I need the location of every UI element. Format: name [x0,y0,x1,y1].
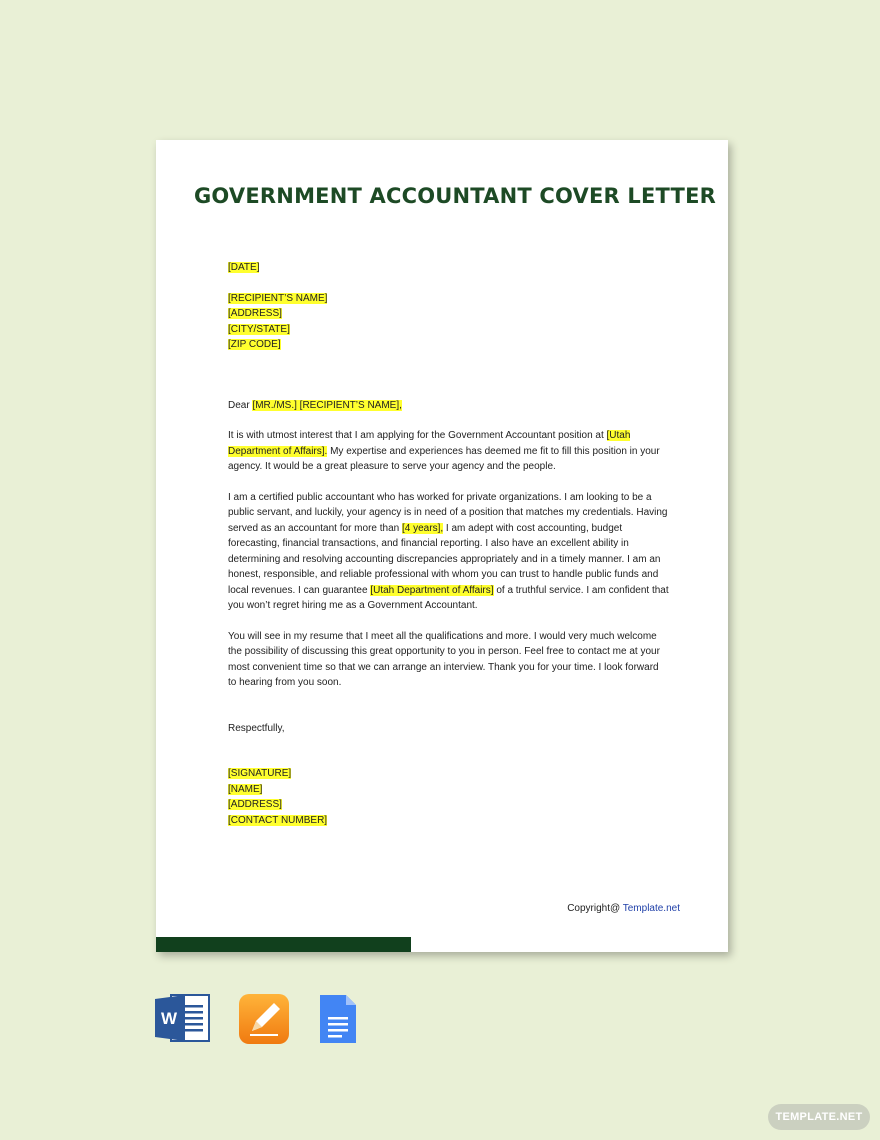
signature-contact: [CONTACT NUMBER] [228,814,328,826]
p3-line-3: most convenient time so that we can arrange an interview. Thank you for your time. I look forward [228,661,659,673]
signature-block [228,766,688,828]
recipient-address: [ADDRESS] [228,308,282,319]
copyright-link[interactable]: Template.net [622,903,680,914]
p2-line-4: forecasting, financial transactions, and financial reporting. I also have an excellent ability in [228,538,629,549]
p3-line-1: You will see in my resume that I meet all the qualifications and more. I would very much welcome [228,630,657,642]
date-block [228,260,688,276]
copyright-notice [567,903,680,914]
salutation [228,398,688,414]
document-page [156,140,728,952]
footer-bar [156,937,411,952]
p1-text-a: It is with utmost interest that I am applying for the Government Accountant position at [228,430,607,441]
signature-name: [NAME] [228,783,263,795]
template-net-badge[interactable]: TEMPLATE.NET [768,1104,870,1130]
copyright-prefix: Copyright@ [567,903,623,914]
paragraph-3 [228,629,688,691]
p2-line-7b: of a truthful service. I am confident that [493,584,669,596]
signature-placeholder: [SIGNATURE] [228,768,292,779]
apple-pages-icon[interactable] [238,993,290,1050]
closing [228,721,688,737]
google-docs-icon[interactable] [318,993,358,1050]
paragraph-1 [228,428,688,475]
closing-text: Respectfully, [228,722,285,734]
salutation-prefix: Dear [228,399,253,411]
signature-address: [ADDRESS] [228,799,282,810]
p1-highlight-2: Department of Affairs]. [228,445,328,457]
paragraph-2 [228,490,688,614]
p1-highlight-1: [Utah [606,430,631,441]
p2-line-7a: local revenues. I can guarantee [228,584,371,596]
p2-highlight-years: [4 years], [402,522,444,534]
recipient-city-state: [CITY/STATE] [228,323,290,335]
document-title: GOVERNMENT ACCOUNTANT COVER LETTER [194,184,716,208]
recipient-name: [RECIPIENT’S NAME] [228,292,328,304]
p3-line-2: the possibility of discussing this great opportunity to you in person. Feel free to contact me at your [228,646,660,657]
ms-word-icon[interactable] [155,993,211,1048]
recipient-zip: [ZIP CODE] [228,339,281,350]
p1-text-b: My expertise and experiences has deemed me fit to fill this position in your [327,445,660,457]
p2-line-5: determining and resolving accounting discrepancies appropriately and in a timely manner. I am an [228,553,661,565]
date-placeholder: [DATE] [228,262,260,273]
p2-highlight-agency: [Utah Department of Affairs] [370,584,494,596]
word-letter: W [160,1009,178,1028]
p3-line-4: to hearing from you soon. [228,677,342,688]
p1-text-c: agency. It would be a great pleasure to serve your agency and the people. [228,461,556,472]
p2-line-3a: served as an accountant for more than [228,522,402,534]
p2-line-2: public servant, and luckily, your agency is in need of a position that matches my credentials. Having [228,507,668,518]
p2-line-3b: I am adept with cost accounting, budget [443,522,623,534]
recipient-block [228,291,688,353]
salutation-name: [MR./MS.] [RECIPIENT’S NAME], [252,399,402,411]
p2-line-6: honest, responsible, and reliable professional with whom you can trust to handle public funds and [228,569,659,580]
p2-line-1: I am a certified public accountant who has worked for private organizations. I am looking to be a [228,491,652,503]
letter-body [228,260,688,843]
p2-line-8: you won’t regret hiring me as a Government Accountant. [228,600,478,611]
